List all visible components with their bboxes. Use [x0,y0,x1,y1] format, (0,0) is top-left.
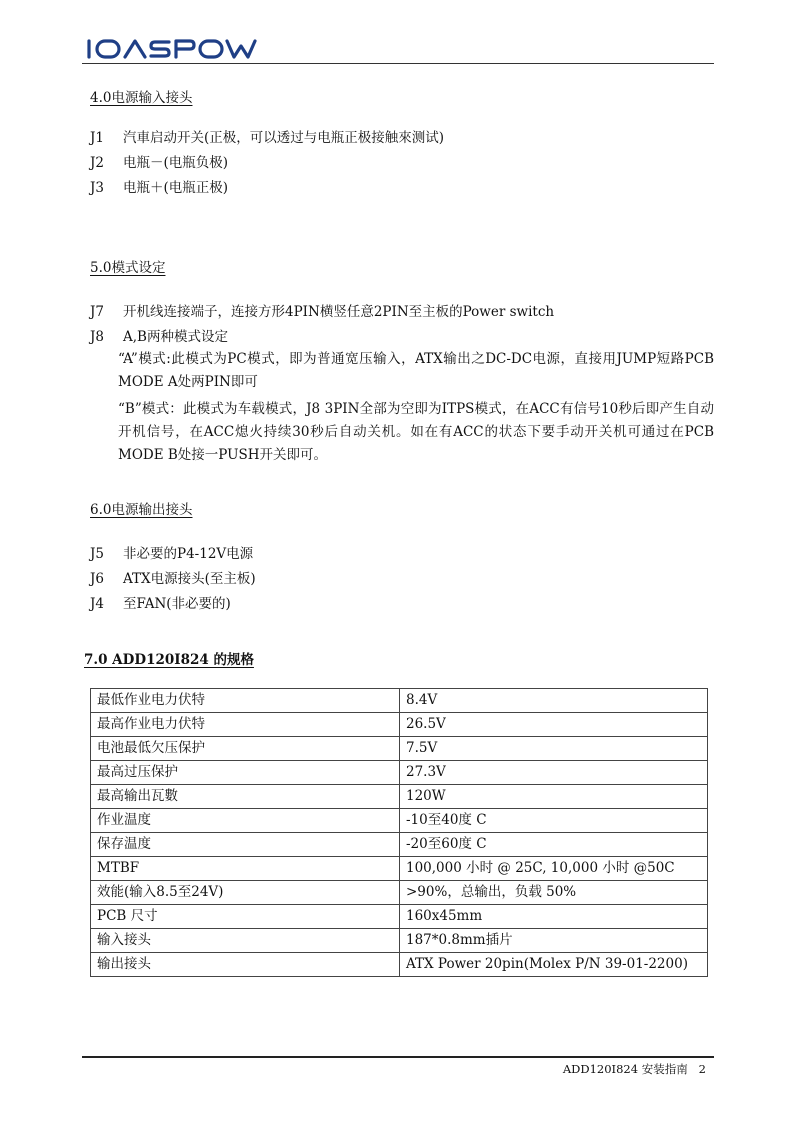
spec-key: 输入接头 [91,929,400,953]
spec-value: 27.3V [400,761,708,785]
table-row [91,953,708,977]
mode-b-paragraph: “B”模式：此模式为车载模式，J8 3PIN全部为空即为ITPS模式，在ACC有信号10秒后即产生自动开机信号，在ACC熄火持续30秒后自动关机。如在有ACC的状态下要手动开关机可通过在PCB MODE B处接一PUSH开关即可。 [118,401,714,463]
spec-value: -20至60度 C [400,833,708,857]
table-row [91,809,708,833]
spec-value: 187*0.8mm插片 [400,929,708,953]
spec-key: 最高过压保护 [91,761,400,785]
page-footer [563,1061,706,1077]
table-row [91,713,708,737]
spec-table [90,688,708,977]
footer-rule [82,1056,714,1058]
spec-value: >90%，总输出，负载 50% [400,881,708,905]
section-5-list [90,300,554,350]
section-6-list [90,542,256,617]
spec-value: 160x45mm [400,905,708,929]
table-row [91,857,708,881]
footer-doc-title: ADD120I824 安装指南 [562,1062,688,1076]
section-4-list [90,126,444,201]
spec-value: 120W [400,785,708,809]
spec-key: 作业温度 [91,809,400,833]
page-number: 2 [698,1062,706,1076]
spec-value: 8.4V [400,689,708,713]
table-row [91,737,708,761]
header-rule [82,63,714,64]
section-5-title: 5.0模式设定 [90,260,166,276]
list-item: J6 ATX电源接头(至主板) [90,571,256,587]
list-item: J5 非必要的P4-12V电源 [90,546,254,562]
table-row [91,905,708,929]
spec-value: -10至40度 C [400,809,708,833]
spec-key: 输出接头 [91,953,400,977]
spec-key: 最高输出瓦數 [91,785,400,809]
spec-key: 电池最低欠压保护 [91,737,400,761]
list-item: J3 电瓶＋(电瓶正极) [90,180,229,196]
spec-value: 26.5V [400,713,708,737]
table-row [91,689,708,713]
table-row [91,761,708,785]
list-item: J4 至FAN(非必要的) [90,596,231,612]
list-item: J8 A,B两种模式设定 [90,329,228,345]
spec-key: 最高作业电力伏特 [91,713,400,737]
section-6-title: 6.0电源输出接头 [90,502,193,518]
table-row [91,881,708,905]
section-7-title: 7.0 ADD120I824 的规格 [84,652,254,668]
spec-value: ATX Power 20pin(Molex P/N 39-01-2200) [400,953,708,977]
table-row [91,833,708,857]
list-item: J1 汽車启动开关(正极，可以透过与电瓶正极接触來测试) [90,130,445,146]
spec-key: 效能(输入8.5至24V) [91,881,400,905]
list-item: J7 开机线连接端子，连接方形4PIN横竖任意2PIN至主板的Power switch [90,304,555,320]
list-item: J2 电瓶－(电瓶负极) [90,155,229,171]
brand-logo [86,38,262,60]
spec-value: 100,000 小时 @ 25C, 10,000 小时 @50C [400,857,708,881]
spec-value: 7.5V [400,737,708,761]
section-4-title: 4.0电源输入接头 [90,90,193,106]
mode-a-paragraph: “A”模式:此模式为PC模式，即为普通宽压输入，ATX输出之DC-DC电源，直接用JUMP短路PCB MODE A处两PIN即可 [118,351,714,390]
table-row [91,785,708,809]
spec-key: MTBF [91,857,400,881]
spec-key: 最低作业电力伏特 [91,689,400,713]
table-row [91,929,708,953]
spec-key: PCB 尺寸 [91,905,400,929]
spec-key: 保存温度 [91,833,400,857]
